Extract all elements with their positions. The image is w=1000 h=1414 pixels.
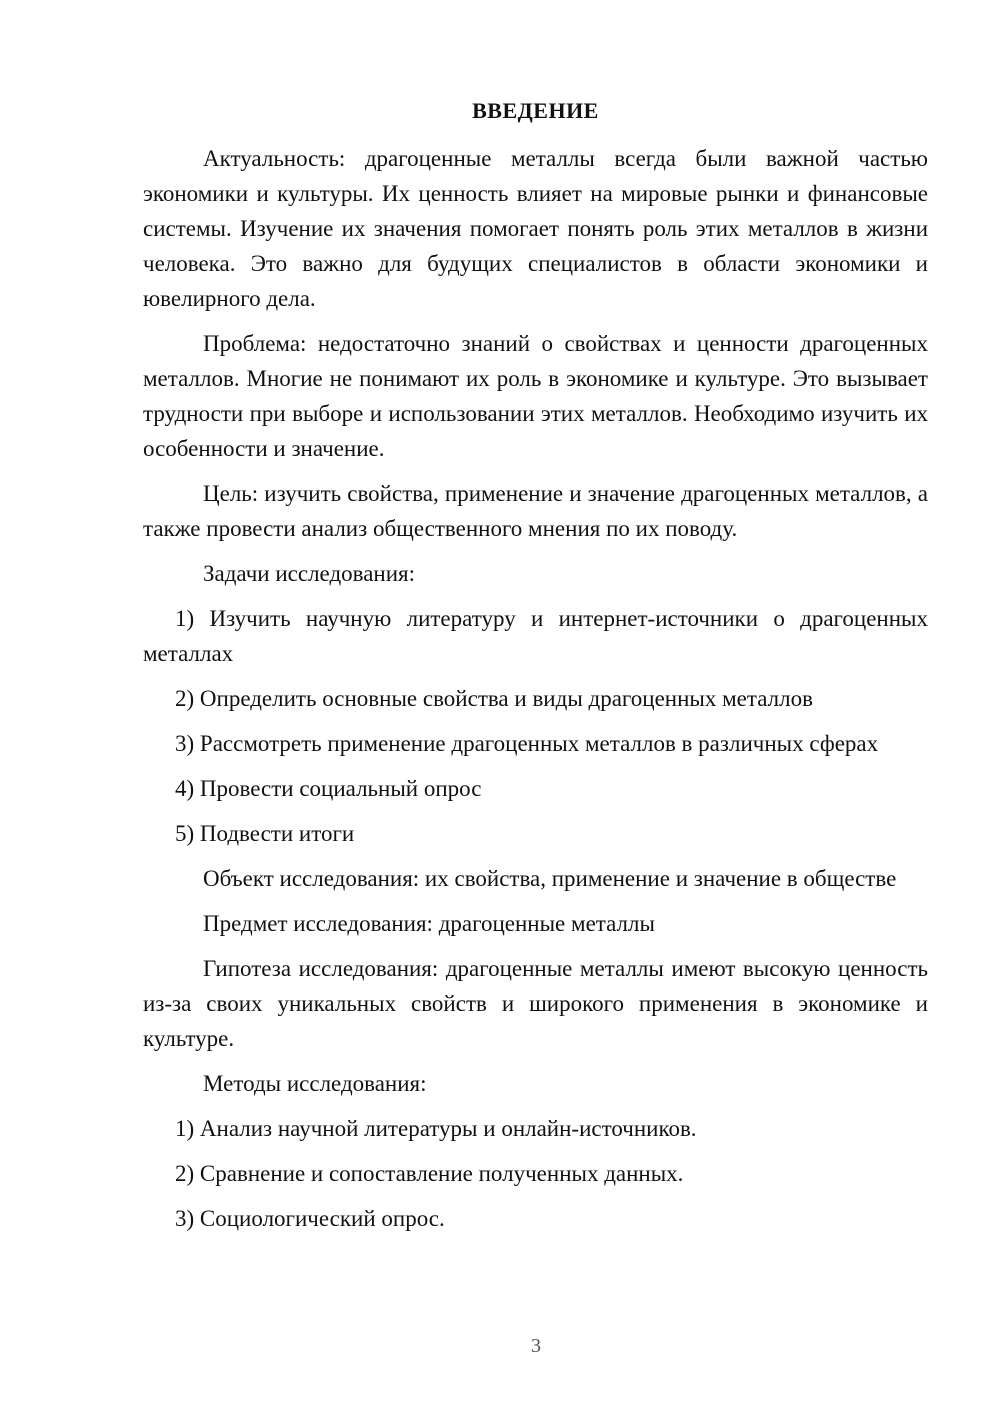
hypothesis-paragraph: Гипотеза исследования: драгоценные металлы имеют высокую ценность из-за своих уникальных свойств и широкого применения в экономике и культуре. [143,956,928,1051]
method-item-1: 1) Анализ научной литературы и онлайн-источников. [175,1116,697,1141]
subject-paragraph: Предмет исследования: драгоценные металлы [203,911,655,936]
method-item-2: 2) Сравнение и сопоставление полученных данных. [175,1161,684,1186]
task-item-2: 2) Определить основные свойства и виды драгоценных металлов [175,686,813,711]
relevance-paragraph: Актуальность: драгоценные металлы всегда были важной частью экономики и культуры. Их ценность влияет на мировые рынки и финансовые системы. Изучение их значения помогает понять роль этих металлов в жизни человека. Это важно для будущих специалистов в области экономики и ювелирного дела. [143,146,928,311]
task-item-5: 5) Подвести итоги [175,821,355,846]
document-body [143,95,928,1246]
problem-paragraph: Проблема: недостаточно знаний о свойствах и ценности драгоценных металлов. Многие не понимают их роль в экономике и культуре. Это вызывает трудности при выборе и использовании этих металлов. Необходимо изучить их особенности и значение. [143,331,928,461]
page-number: 3 [531,1335,541,1357]
goal-paragraph: Цель: изучить свойства, применение и значение драгоценных металлов, а также провести анализ общественного мнения по их поводу. [143,481,928,541]
object-paragraph: Объект исследования: их свойства, применение и значение в обществе [203,866,897,891]
task-item-3: 3) Рассмотреть применение драгоценных металлов в различных сферах [175,731,879,756]
section-heading: ВВЕДЕНИЕ [472,98,599,123]
methods-title: Методы исследования: [203,1071,427,1096]
task-item-4: 4) Провести социальный опрос [175,776,482,801]
method-item-3: 3) Социологический опрос. [175,1206,445,1231]
tasks-title: Задачи исследования: [203,561,416,586]
task-item-1: 1) Изучить научную литературу и интернет-источники о драгоценных металлах [143,606,928,666]
